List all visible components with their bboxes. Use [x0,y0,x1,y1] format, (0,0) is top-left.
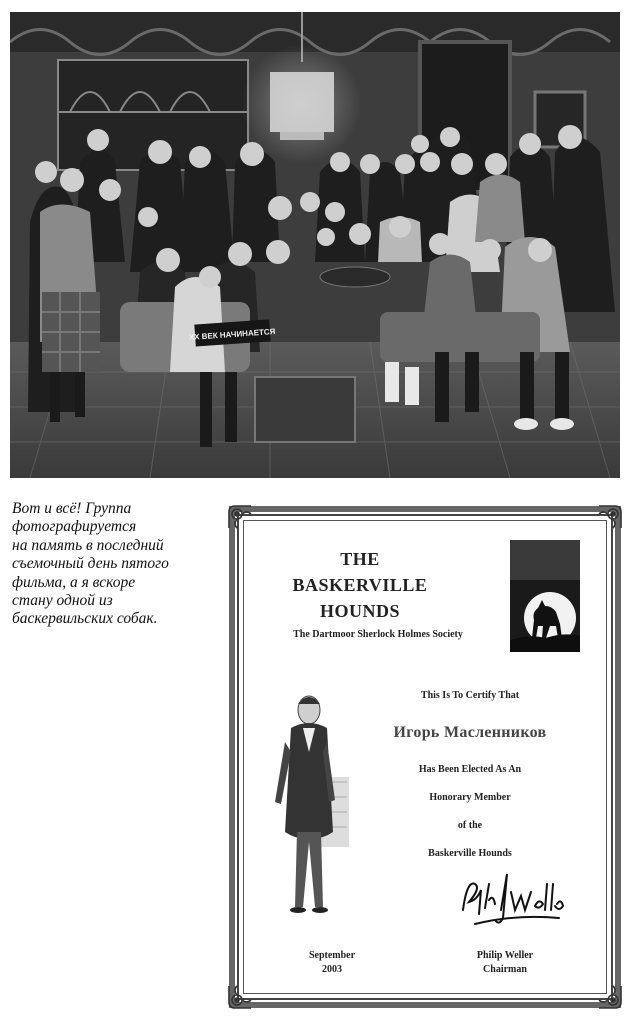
organization-text: Baskerville Hounds [428,848,512,859]
date-line: 2003 [322,964,342,975]
certificate-date [287,949,377,977]
corner-ornament-icon [595,982,625,1012]
photo-caption [12,500,222,629]
certify-text: This Is To Certify That [420,690,520,701]
recipient-name: Игорь Масленников [393,724,547,741]
title-line: HOUNDS [319,601,400,621]
clapperboard-text: XX ВЕК НАЧИНАЕТСЯ [188,326,276,343]
chairman-signature [455,870,565,930]
date-line: September [308,950,356,961]
certificate-title [275,546,445,624]
corner-ornament-icon [225,982,255,1012]
of-the-text: of the [457,820,483,831]
title-line: BASKERVILLE [292,575,428,595]
caption-line: на память в последний [12,536,164,554]
group-photo-illustration [10,12,620,478]
signer-name: Philip Weller [476,950,534,961]
corner-ornament-icon [225,502,255,532]
caption-line: стану одной из [12,592,113,610]
honorary-member-text: Honorary Member [429,792,511,803]
wolf-moon-emblem [510,540,580,652]
caption-line: съемочный день пятого [12,555,169,573]
caption-line: фотографируется [12,518,137,536]
caption-line: фильма, а я вскоре [12,573,136,591]
title-line: THE [340,549,380,569]
elected-text: Has Been Elected As An [418,764,522,775]
caption-line: Вот и всё! Группа [12,500,132,517]
corner-ornament-icon [595,502,625,532]
sherlock-holmes-illustration [261,682,361,922]
certificate [225,502,625,1012]
signer-title: Chairman [483,964,527,975]
group-photo [10,12,620,478]
society-name: The Dartmoor Sherlock Holmes Society [293,629,463,640]
certificate-signer [445,949,565,977]
howling-wolf-icon [510,540,580,652]
caption-line: баскервильских собак. [12,610,158,628]
